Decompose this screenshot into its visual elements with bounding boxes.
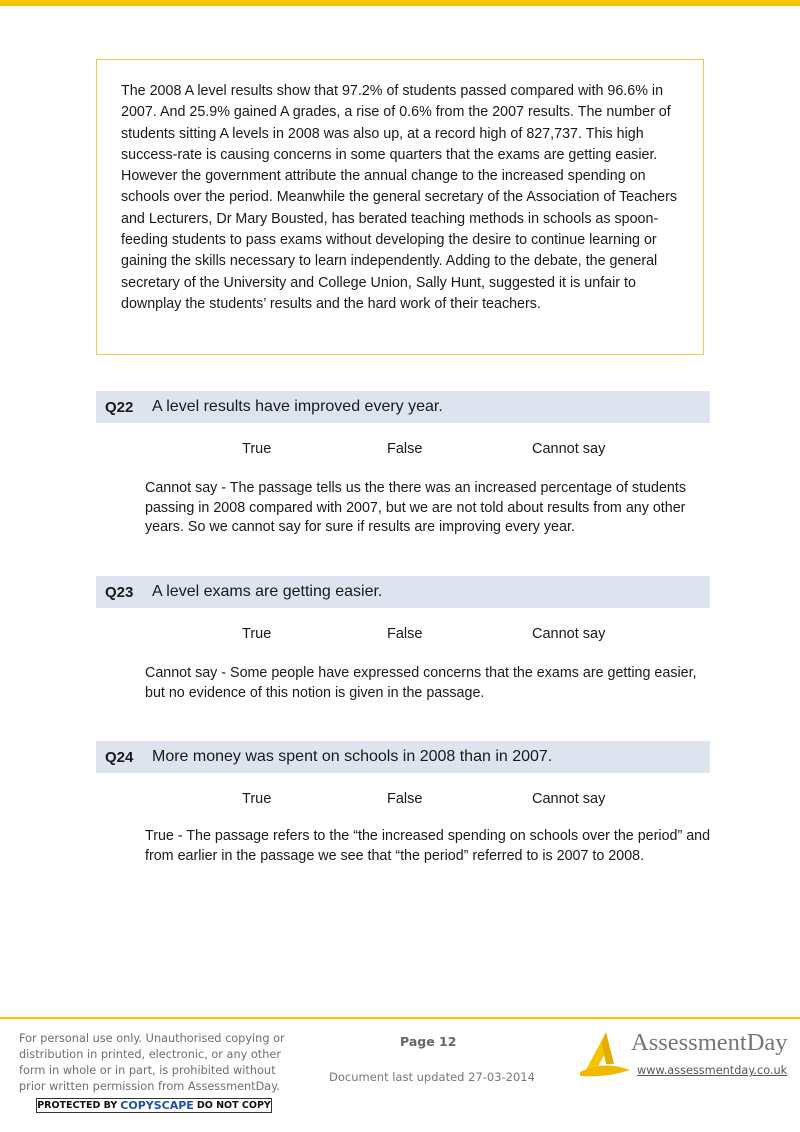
- option-true[interactable]: True: [242, 441, 272, 457]
- copyscape-prefix: PROTECTED BY: [37, 1100, 118, 1111]
- assessmentday-logo-icon: [576, 1030, 632, 1078]
- passage-box: [96, 59, 704, 355]
- option-true[interactable]: True: [242, 626, 272, 642]
- question-statement: A level results have improved every year.: [152, 398, 443, 415]
- option-false[interactable]: False: [387, 626, 423, 642]
- question-statement: A level exams are getting easier.: [152, 583, 383, 600]
- footer-divider: [0, 1017, 800, 1019]
- notice-line: form in whole or in part, is prohibited without: [19, 1064, 276, 1077]
- copyscape-badge[interactable]: [36, 1098, 272, 1113]
- top-accent-bar: [0, 0, 800, 6]
- copyscape-suffix: DO NOT COPY: [196, 1100, 271, 1111]
- option-false[interactable]: False: [387, 791, 423, 807]
- option-true[interactable]: True: [242, 791, 272, 807]
- copyscape-brand: COPYSCAPE: [120, 1099, 194, 1112]
- brand-url-link[interactable]: www.assessmentday.co.uk: [637, 1064, 788, 1077]
- question-number: Q24: [105, 748, 134, 766]
- answer-explanation: Cannot say - Some people have expressed concerns that the exams are getting easier, but no evidence of this notion is given in the passage.: [145, 665, 697, 701]
- page-number: Page 12: [400, 1034, 457, 1049]
- notice-line: distribution in printed, electronic, or any other: [19, 1048, 281, 1061]
- passage-text: The 2008 A level results show that 97.2% of students passed compared with 96.6% in 2007. And 25.9% gained A grades, a rise of 0.6% from the 2007 results. The number of students sitting A levels in 2008 was also up, at a record high of 827,737. This high success-rate is causing concerns in some quarters that the exams are getting easier. However the government attribute the annual change to the increased spending on schools over the period. Meanwhile the general secretary of the Association of Teachers and Lecturers, Dr Mary Bousted, has berated teaching methods in schools as spoon-feeding students to pass exams without developing the desire to continue learning or gaining the skills necessary to learn independently. Adding to the debate, the general secretary of the University and College Union, Sally Hunt, suggested it is unfair to downplay the students’ results and the hard work of their teachers.: [121, 83, 678, 312]
- notice-line: For personal use only. Unauthorised copying or: [19, 1032, 285, 1045]
- question-bar-q22: [96, 391, 710, 423]
- question-bar-q23: [96, 576, 710, 608]
- brand-name: AssessmentDay: [631, 1029, 788, 1056]
- question-bar-q24: [96, 741, 710, 773]
- last-updated: Document last updated 27-03-2014: [329, 1070, 535, 1084]
- question-number: Q23: [105, 583, 134, 601]
- option-false[interactable]: False: [387, 441, 423, 457]
- answer-explanation: Cannot say - The passage tells us the there was an increased percentage of students passing in 2008 compared with 2007, but we are not told about results from any other years. So we cannot say for sure if results are improving every year.: [145, 480, 686, 535]
- option-cannot-say[interactable]: Cannot say: [532, 626, 606, 642]
- copyright-notice: [19, 1031, 289, 1095]
- option-cannot-say[interactable]: Cannot say: [532, 441, 606, 457]
- notice-line: prior written permission from AssessmentDay.: [19, 1080, 280, 1093]
- option-cannot-say[interactable]: Cannot say: [532, 791, 606, 807]
- answer-explanation: True - The passage refers to the “the increased spending on schools over the period” and from earlier in the passage we see that “the period” referred to is 2007 to 2008.: [145, 828, 711, 864]
- question-number: Q22: [105, 398, 134, 416]
- question-statement: More money was spent on schools in 2008 than in 2007.: [152, 748, 553, 765]
